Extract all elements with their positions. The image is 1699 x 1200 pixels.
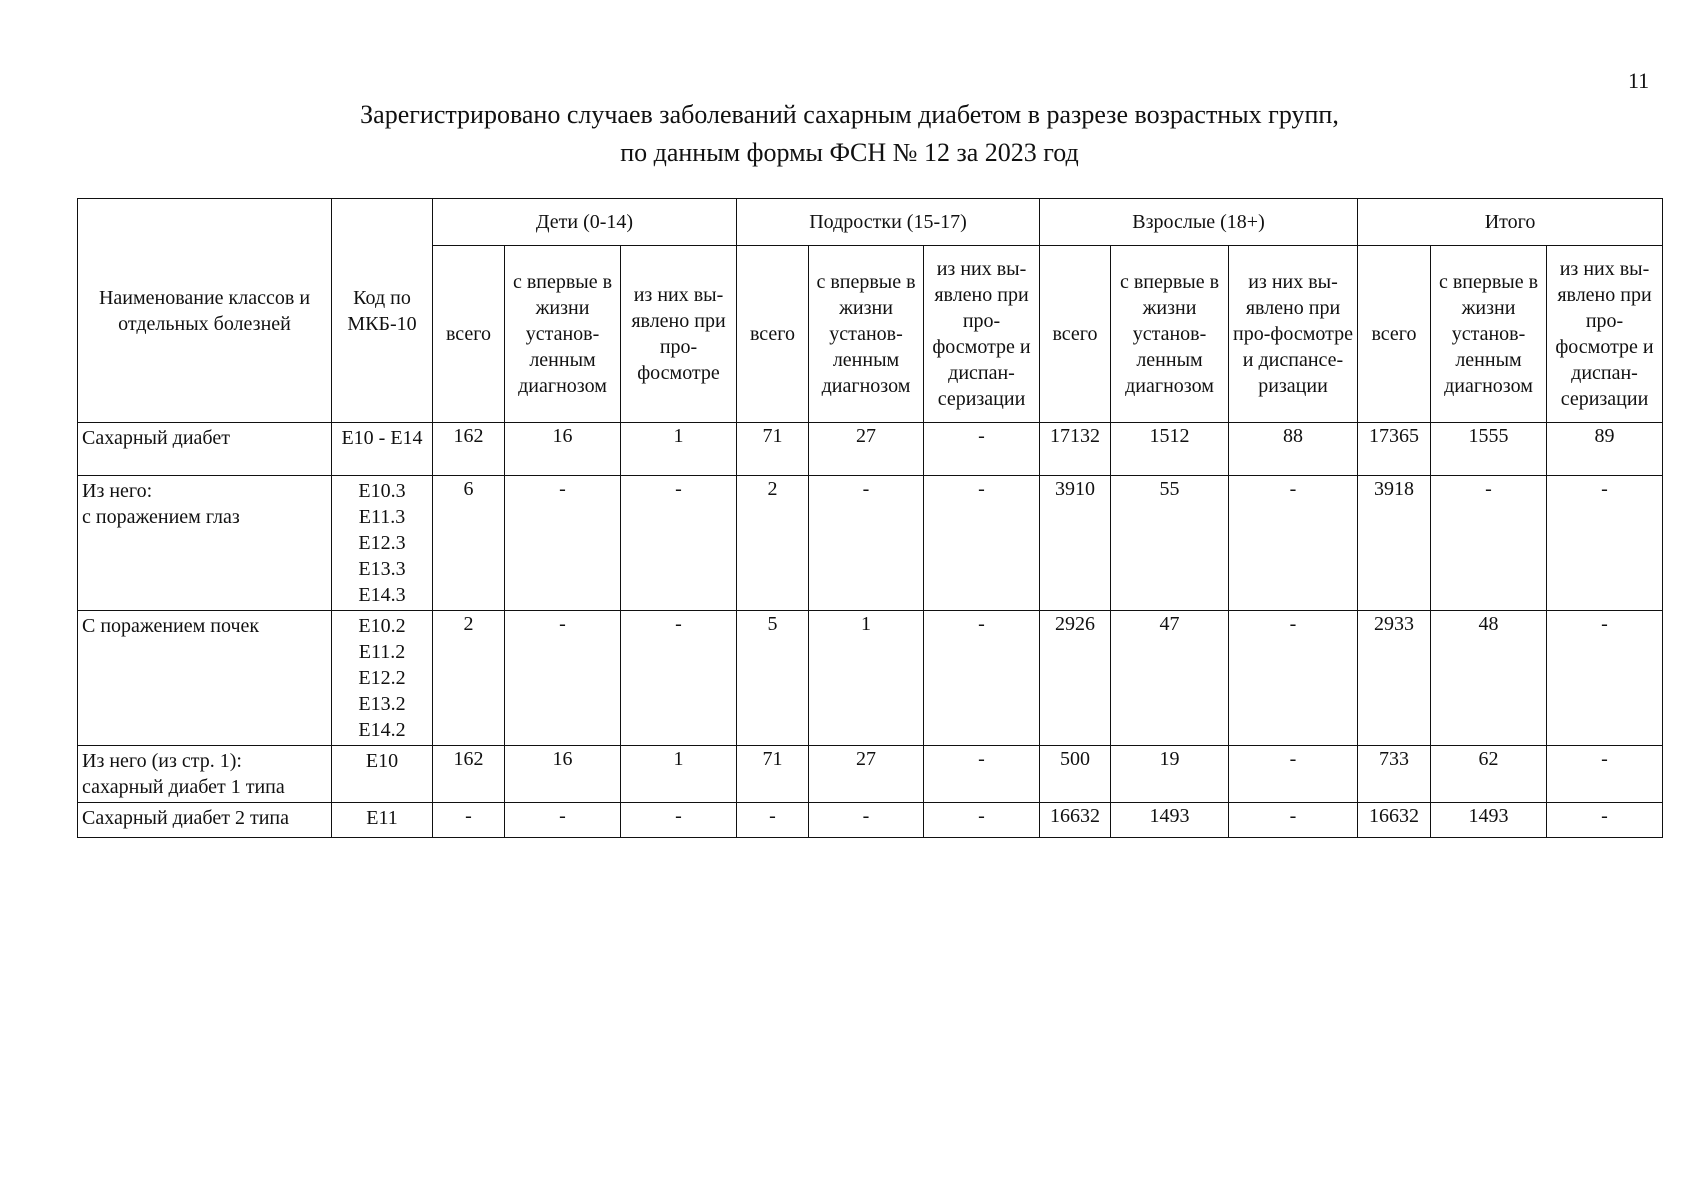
table-cell: -: [1229, 476, 1358, 611]
sub-header: всего: [433, 246, 505, 423]
table-cell: 1555: [1431, 423, 1547, 476]
table-cell: -: [924, 476, 1040, 611]
table-cell: 27: [809, 423, 924, 476]
row-code: E11: [332, 803, 433, 838]
row-name: Из него (из стр. 1): сахарный диабет 1 типа: [78, 746, 332, 803]
table-cell: -: [1229, 746, 1358, 803]
row-code: E10: [332, 746, 433, 803]
group-adults: Взрослые (18+): [1040, 199, 1358, 246]
table-cell: 1512: [1111, 423, 1229, 476]
table-cell: 27: [809, 746, 924, 803]
table-cell: -: [621, 476, 737, 611]
header-name: Наименование классов и отдельных болезней: [78, 199, 332, 423]
sub-header: из них вы-явлено при про-фосмотре и диспан-серизации: [1547, 246, 1663, 423]
row-name: Сахарный диабет: [78, 423, 332, 476]
table-cell: -: [505, 803, 621, 838]
table-cell: 3918: [1358, 476, 1431, 611]
table-cell: 162: [433, 746, 505, 803]
row-code: E10.3 E11.3 E12.3 E13.3 E14.3: [332, 476, 433, 611]
table-cell: 733: [1358, 746, 1431, 803]
table-cell: 1: [809, 611, 924, 746]
table-cell: 62: [1431, 746, 1547, 803]
sub-header: с впервые в жизни установ-ленным диагнозом: [1111, 246, 1229, 423]
table-cell: 2926: [1040, 611, 1111, 746]
row-name: Сахарный диабет 2 типа: [78, 803, 332, 838]
sub-header: из них вы-явлено при про-фосмотре и диспан-серизации: [924, 246, 1040, 423]
row-code: E10 - E14: [332, 423, 433, 476]
sub-header: всего: [1358, 246, 1431, 423]
table-cell: -: [1547, 746, 1663, 803]
table-row: [78, 423, 1663, 476]
table-cell: -: [737, 803, 809, 838]
table-cell: 48: [1431, 611, 1547, 746]
table-cell: 19: [1111, 746, 1229, 803]
table-cell: -: [924, 611, 1040, 746]
title-line-2: по данным формы ФСН № 12 за 2023 год: [620, 138, 1079, 167]
table-cell: 2: [737, 476, 809, 611]
table-cell: 500: [1040, 746, 1111, 803]
table-cell: -: [433, 803, 505, 838]
table-cell: 16: [505, 423, 621, 476]
table-cell: 162: [433, 423, 505, 476]
table-cell: -: [1431, 476, 1547, 611]
sub-header: с впервые в жизни установ-ленным диагнозом: [505, 246, 621, 423]
table-cell: -: [809, 803, 924, 838]
table-cell: 1: [621, 423, 737, 476]
table-cell: -: [505, 476, 621, 611]
row-name: Из него: с поражением глаз: [78, 476, 332, 611]
table-cell: 2: [433, 611, 505, 746]
statistics-table: [77, 198, 1663, 838]
table-row: [78, 476, 1663, 611]
sub-header: из них вы-явлено при про-фосмотре: [621, 246, 737, 423]
table-cell: -: [809, 476, 924, 611]
group-children: Дети (0-14): [433, 199, 737, 246]
table-cell: 16632: [1358, 803, 1431, 838]
table-cell: 71: [737, 746, 809, 803]
table-cell: -: [1229, 611, 1358, 746]
table-cell: -: [924, 803, 1040, 838]
table-cell: -: [621, 803, 737, 838]
sub-header: из них вы-явлено при про-фосмотре и диспансе-ризации: [1229, 246, 1358, 423]
table-cell: -: [621, 611, 737, 746]
page-title: [0, 96, 1699, 172]
table-cell: 16: [505, 746, 621, 803]
table-cell: 89: [1547, 423, 1663, 476]
table-cell: 3910: [1040, 476, 1111, 611]
table-cell: 88: [1229, 423, 1358, 476]
header-code: Код по МКБ-10: [332, 199, 433, 423]
table-cell: 17365: [1358, 423, 1431, 476]
table-cell: 71: [737, 423, 809, 476]
group-teens: Подростки (15-17): [737, 199, 1040, 246]
table-body: [78, 423, 1663, 838]
table-cell: -: [1547, 476, 1663, 611]
sub-header: всего: [737, 246, 809, 423]
table-cell: -: [1229, 803, 1358, 838]
sub-header: всего: [1040, 246, 1111, 423]
table-cell: 1: [621, 746, 737, 803]
sub-header: с впервые в жизни установ-ленным диагнозом: [1431, 246, 1547, 423]
table-cell: 1493: [1431, 803, 1547, 838]
table-cell: 16632: [1040, 803, 1111, 838]
page-number: 11: [1628, 68, 1650, 93]
table-cell: 47: [1111, 611, 1229, 746]
table-row: [78, 746, 1663, 803]
table-cell: 55: [1111, 476, 1229, 611]
table-cell: 6: [433, 476, 505, 611]
row-name: С поражением почек: [78, 611, 332, 746]
row-code: E10.2 E11.2 E12.2 E13.2 E14.2: [332, 611, 433, 746]
table-cell: 17132: [1040, 423, 1111, 476]
table-row: [78, 611, 1663, 746]
table-cell: -: [505, 611, 621, 746]
table-cell: 5: [737, 611, 809, 746]
group-total: Итого: [1358, 199, 1663, 246]
table-row: [78, 803, 1663, 838]
table-cell: -: [1547, 611, 1663, 746]
table-cell: -: [924, 746, 1040, 803]
sub-header: с впервые в жизни установ-ленным диагнозом: [809, 246, 924, 423]
table-cell: 1493: [1111, 803, 1229, 838]
table-cell: -: [1547, 803, 1663, 838]
table-cell: -: [924, 423, 1040, 476]
title-line-1: Зарегистрировано случаев заболеваний сахарным диабетом в разрезе возрастных групп,: [360, 100, 1339, 129]
table-cell: 2933: [1358, 611, 1431, 746]
